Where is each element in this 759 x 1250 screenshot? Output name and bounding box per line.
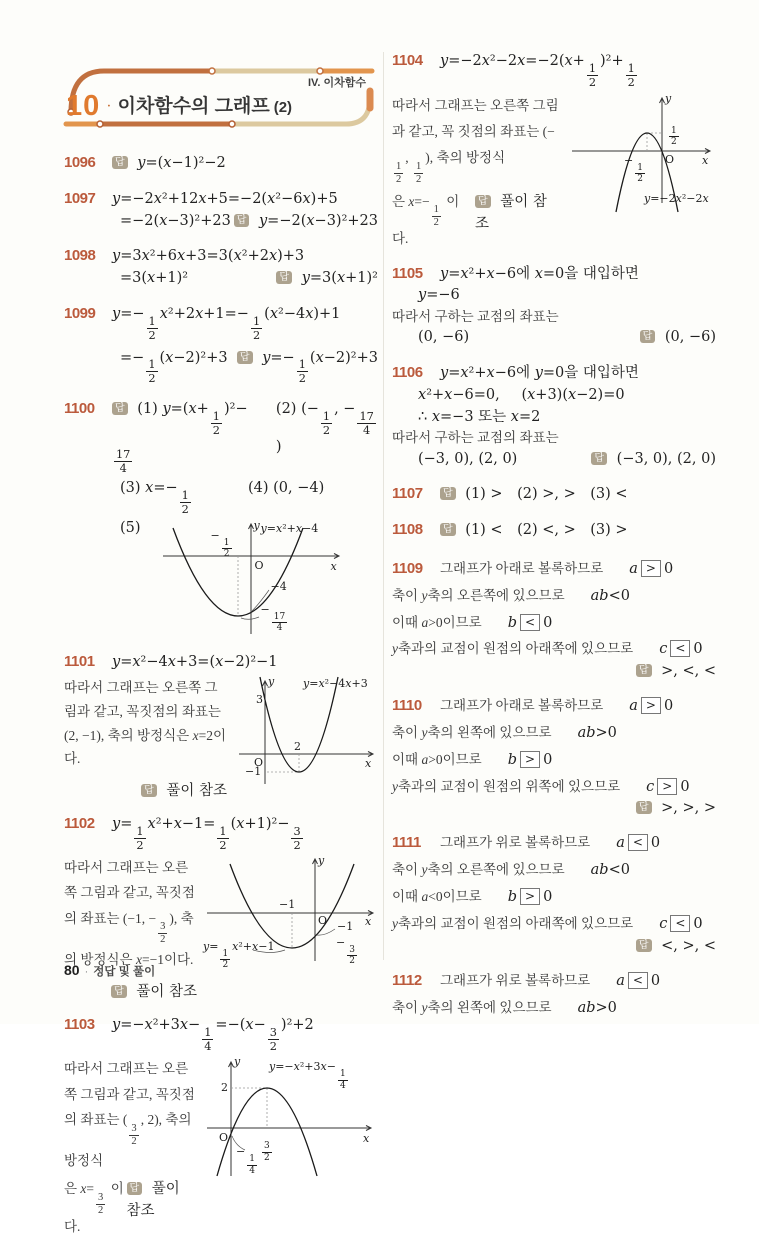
origin-label: O [318,913,328,927]
unit-title: 이차함수의 그래프 [117,96,270,117]
boxed-less-than: < [670,915,690,932]
fraction: $\frac{3}{2}$ [349,944,355,967]
problem-1111 [392,829,716,953]
solution-line: y=−2x²+12x+5=−2(x²−6x)+5 [112,190,338,207]
fraction: $\frac{1}{2}$ [222,948,229,971]
solution-line: ∴ x=−3 또는 x=2 [418,408,541,425]
reasoning-text: 축이 y축의 왼쪽에 있으므로 [392,999,552,1015]
boxed-greater-than: > [657,778,677,795]
inequality-result: a > 0 [629,698,674,715]
boxed-greater-than: > [520,888,540,905]
problem-number: 1100 [64,400,95,418]
answer-line: 답 풀이 참조 [64,980,197,1001]
boxed-less-than: < [628,972,648,989]
reasoning-text: 그래프가 위로 볼록하므로 [440,972,591,988]
y-intercept-label: −1 [337,919,354,933]
solution-line: y=−2x²−2x=−2(x+ $\frac{1}{2}$ )²+ $\frac{1}{2}$ [440,53,635,89]
problem-1107 [392,483,716,506]
origin-label: O [254,558,264,572]
y-axis-label: y [234,1054,241,1068]
answer-icon: 답 [237,351,253,364]
inequality-result: a < 0 [616,835,661,852]
problem-number: 1106 [392,364,423,382]
fraction: $\frac{1}{4}$ [339,1069,346,1091]
explanation-text: 은 x=− $\frac{1}{2}$ 이다. [392,193,460,247]
answer-icon: 답 [440,487,456,500]
vertex-x-label: 2 [294,740,301,754]
problem-1099 [64,303,378,386]
right-column [392,50,716,1034]
fraction: $\frac{1}{2}$ [396,160,402,185]
solution-line: x²+x−6=0, (x+3)(x−2)=0 [418,386,625,403]
answer-line: 답 (1) < (2) <, > (3) > [440,520,628,542]
explanation-text: 은 x= $\frac{3}{2}$ 이다. [64,1181,124,1234]
fraction: $\frac{3}{2}$ [98,1191,104,1216]
answer-item-2: (2) (− $\frac{1}{2}$ , − $\frac{17}{4}$ ) [275,401,374,456]
problem-number: 1107 [392,485,423,503]
inequality-result: c > 0 [646,778,690,795]
parabola-curve [260,677,338,772]
origin-label: O [665,152,675,166]
answer-line: 답 <, >, < [392,938,716,954]
problem-number: 1101 [64,652,95,670]
title-separator-dot: · [106,98,112,115]
curve-equation-label: y=−2x²−2x [644,191,709,205]
answer-item-4: (4) (0, −4) [248,479,325,496]
explanation-text: 따라서 구하는 교점의 좌표는 [392,309,559,325]
fraction: $\frac{1}{4}$ [249,1154,255,1176]
vertex-y-label: 2 [221,1080,228,1094]
vertex-y-label: −1 [245,765,262,779]
inequality-result: ab<0 [590,862,630,879]
solution-line: y=x²−4x+3=(x−2)²−1 [112,653,278,670]
problem-1106 [392,362,716,470]
unit-header [64,58,378,140]
axis-of-symmetry-label: − $\frac{1}{2}$ [624,153,643,185]
problem-number: 1112 [392,971,422,989]
graph-1101 [233,676,378,788]
problem-1103 [64,1014,378,1237]
problem-number: 1102 [64,814,95,832]
answer-line: 답 풀이 참조 [474,193,547,232]
inequality-result: ab>0 [577,999,617,1016]
fraction: $\frac{1}{2}$ [212,410,220,438]
left-column [64,58,378,1250]
answer-icon: 답 [636,939,652,952]
footer-separator: · [84,966,89,978]
origin-label: O [219,1130,229,1144]
fraction: $\frac{1}{2}$ [219,824,227,852]
unit-title-row [66,90,292,123]
answer-line: 답 풀이 참조 [64,779,227,800]
boxed-less-than: < [670,640,690,657]
answer-icon: 답 [636,664,652,677]
y-axis-label: y [318,853,325,867]
problem-1112 [392,967,716,1022]
vertex-x-label [260,1133,274,1163]
solution-line: =−2(x−3)²+23 [120,212,231,229]
problem-1101 [64,651,378,800]
x-axis-label: x [363,1131,370,1145]
x-axis-label: x [330,559,337,573]
answer-icon: 답 [111,985,127,998]
answer-item-1: 답 (1) y=(x+ $\frac{1}{2}$ )²− $\frac{17}{4}$ [112,399,262,475]
answer-icon: 답 [127,1182,143,1195]
problem-number: 1098 [64,247,96,265]
answer-icon: 답 [141,784,157,797]
column-divider [383,52,384,960]
vertex-y-label: − $\frac{3}{2}$ [336,935,355,967]
inequality-result: a < 0 [616,972,661,989]
solution-line: y=x²+x−6에 x=0을 대입하면 [440,265,639,282]
y-intercept-label: 3 [256,693,263,707]
answer-line: 답 (1) > (2) >, > (3) < [440,484,628,506]
problem-number: 1104 [392,52,423,69]
reasoning-text: 이때 a<0이므로 [392,889,482,905]
fraction: $\frac{1}{2}$ [433,204,439,229]
fraction: $\frac{1}{4}$ [204,1025,212,1053]
graph-1104 [566,93,716,208]
answer-line: 답 >, >, > [392,800,716,816]
graph-1102 [203,853,378,971]
y-intercept-label: − $\frac{1}{4}$ [236,1144,255,1176]
answer-item-5: (5) [120,519,141,536]
x-axis-label: x [702,153,709,167]
fraction: $\frac{1}{2}$ [671,126,677,148]
chapter-label: IV. 이차함수 [308,77,366,89]
explanation-text: 따라서 그래프는 오른쪽 그림과 같고, 꼭 짓점의 좌표는 (− $\frac{1}{2}$ , $\frac{1}{2}$ ), 축의 방정식 [392,97,559,185]
solution-line: (−3, 0), (2, 0) [418,450,518,467]
fraction: $\frac{17}{4}$ [359,410,374,438]
inequality-result: b > 0 [507,751,553,768]
answer-icon: 답 [640,330,656,343]
graph-1103 [203,1056,378,1178]
solution-line: (0, −6) [418,329,470,346]
fraction: $\frac{1}{2}$ [181,488,189,516]
reasoning-text: y축과의 교점이 원점의 위쪽에 있으므로 [392,778,621,794]
reasoning-text: 축이 y축의 오른쪽에 있으므로 [392,587,565,603]
problem-number: 1111 [392,834,421,852]
fraction: $\frac{17}{4}$ [116,447,131,475]
curve-equation-label: y=x²+x−4 [260,521,319,535]
fraction: $\frac{1}{2}$ [223,537,230,560]
page-footer [64,962,155,980]
reasoning-text: 이때 a>0이므로 [392,614,482,630]
problem-1100 [64,398,378,637]
answer-icon: 답 [591,452,607,465]
fraction: $\frac{1}{2}$ [148,314,156,342]
fraction: $\frac{1}{2}$ [416,160,422,185]
answer-icon: 답 [276,271,292,284]
fraction: $\frac{1}{2}$ [252,314,261,342]
solution-line: y= $\frac{1}{2}$ x²+x−1= $\frac{1}{2}$ (x+1)²− $\frac{3}{2}$ [112,815,301,852]
answer-line: 답 (−3, 0), (2, 0) [591,449,716,471]
footer-label: 정답 및 풀이 [93,966,156,978]
answer-icon: 답 [475,195,491,208]
reasoning-text: 그래프가 아래로 볼록하므로 [440,698,604,714]
fraction: $\frac{3}{2}$ [293,824,301,852]
explanation-text: 따라서 그래프는 오른쪽 그림과 같고, 꼭짓점의 좌표는 (−1, − $\frac{3}{2}$ ), 축의 방정식은 x=−1이다. [64,859,195,967]
y-intercept-label: −4 [270,579,287,593]
problem-number: 1108 [392,521,423,539]
fraction: $\frac{1}{2}$ [322,410,331,438]
axis-of-symmetry-label: − $\frac{1}{2}$ [210,528,230,560]
vertex-y-label [667,118,681,148]
origin-label: O [254,756,264,770]
problem-1109 [392,555,716,679]
inequality-result: c < 0 [659,915,703,932]
problem-number: 1110 [392,697,422,715]
inequality-result: a > 0 [629,560,674,577]
boxed-greater-than: > [641,697,661,714]
unit-number: 10 [66,90,101,122]
fraction: $\frac{17}{4}$ [273,611,286,634]
reasoning-text: 그래프가 아래로 볼록하므로 [440,560,604,576]
problem-1108 [392,519,716,542]
answer-line: 답 >, <, < [392,663,716,679]
solution-line: y=− $\frac{1}{2}$ x²+2x+1=− $\frac{1}{2}$ (x²−4x)+1 [112,305,341,342]
x-axis-label: x [365,914,372,928]
reasoning-text: 그래프가 위로 볼록하므로 [440,835,591,851]
answer-icon: 답 [112,156,128,169]
reasoning-text: y축과의 교점이 원점의 아래쪽에 있으므로 [392,915,634,931]
reasoning-text: 축이 y축의 오른쪽에 있으므로 [392,862,565,878]
solution-line: y=x²+x−6에 y=0을 대입하면 [440,365,639,382]
problem-1097 [64,188,378,233]
inequality-result: ab<0 [590,587,630,604]
inequality-result: b < 0 [507,614,553,631]
answer-line: 답 y=(x−1)²−2 [112,153,226,175]
problem-number: 1099 [64,304,96,322]
fraction: $\frac{3}{2}$ [160,921,166,946]
problem-number: 1109 [392,559,423,577]
fraction: $\frac{1}{2}$ [627,61,635,89]
graph-1100 [155,520,345,638]
fraction: $\frac{1}{2}$ [637,163,643,185]
answer-icon: 답 [112,402,128,415]
reasoning-text: 축이 y축의 왼쪽에 있으므로 [392,725,552,741]
parabola-figure [155,520,345,638]
solution-line: =− $\frac{1}{2}$ (x−2)²+3 [120,349,228,386]
boxed-less-than: < [628,834,648,851]
explanation-text: 따라서 구하는 교점의 좌표는 [392,430,559,446]
fraction: $\frac{1}{2}$ [148,358,156,386]
inequality-result: c < 0 [659,641,703,658]
reasoning-text: 이때 a>0이므로 [392,751,482,767]
axis-of-symmetry-label: −1 [279,897,296,911]
explanation-text: 따라서 그래프는 오른쪽 그림과 같고, 꼭짓점의 좌표는 (2, −1), 축의 방정식은 x=2이다. [64,680,227,767]
solution-line: y=−6 [418,287,460,304]
solution-line: y=−x²+3x− $\frac{1}{4}$ =−(x− $\frac{3}{2}$ )²+2 [112,1017,314,1053]
y-axis-label: y [665,91,672,105]
curve-equation-label: y=x²−4x+3 [303,677,368,691]
problem-1110 [392,692,716,816]
page-number: 80 [64,962,80,978]
answer-line: 답 풀이 참조 [126,1181,180,1220]
fraction: $\frac{1}{2}$ [136,824,144,852]
problem-number: 1103 [64,1016,95,1034]
answer-icon: 답 [234,214,250,227]
boxed-greater-than: > [520,751,540,768]
answer-icon: 답 [636,801,652,814]
problem-1098 [64,245,378,290]
unit-title-suffix: (2) [273,99,293,116]
answer-line: 답 (0, −6) [640,327,716,349]
x-axis-label: x [365,757,372,771]
fraction: $\frac{3}{2}$ [269,1025,277,1053]
curve-equation-label: y= $\frac{1}{2}$ x²+x−1 [203,939,275,971]
answer-item-3: (3) x=− $\frac{1}{2}$ [120,479,189,516]
answer-line: 답 y=3(x+1)² [276,268,378,290]
answer-line: 답 y=−2(x−3)²+23 [234,211,378,233]
problem-1104 [392,50,716,250]
y-axis-label: y [253,518,260,532]
boxed-greater-than: > [641,560,661,577]
problem-1096 [64,152,378,175]
inequality-result: b > 0 [507,889,553,906]
reasoning-text: y축과의 교점이 원점의 아래쪽에 있으므로 [392,641,634,657]
inequality-result: ab>0 [577,725,617,742]
y-axis-label: y [268,675,275,689]
boxed-less-than: < [520,614,540,631]
problem-number: 1097 [64,189,96,207]
fraction: $\frac{1}{2}$ [588,61,597,89]
answer-line: 답 y=− $\frac{1}{2}$ (x−2)²+3 [237,348,378,386]
solution-line: y=3x²+6x+3=3(x²+2x)+3 [112,248,305,265]
fraction: $\frac{3}{2}$ [131,1122,137,1147]
solution-line: =3(x+1)² [120,270,189,286]
fraction: $\frac{3}{2}$ [264,1141,270,1163]
parabola-figure [566,93,716,208]
problem-1105 [392,263,716,350]
fraction: $\frac{1}{2}$ [298,358,306,386]
problem-number: 1096 [64,154,96,171]
vertex-y-label: − $\frac{17}{4}$ [260,602,286,634]
explanation-text: 따라서 그래프는 오른쪽 그림과 같고, 꼭짓점의 좌표는 ( $\frac{3}{2}$ , 2), 축의 방정식 [64,1060,195,1168]
curve-equation-label: y=−x²+3x− $\frac{1}{4}$ [269,1059,346,1091]
answer-icon: 답 [440,523,456,536]
problem-number: 1105 [392,264,423,282]
